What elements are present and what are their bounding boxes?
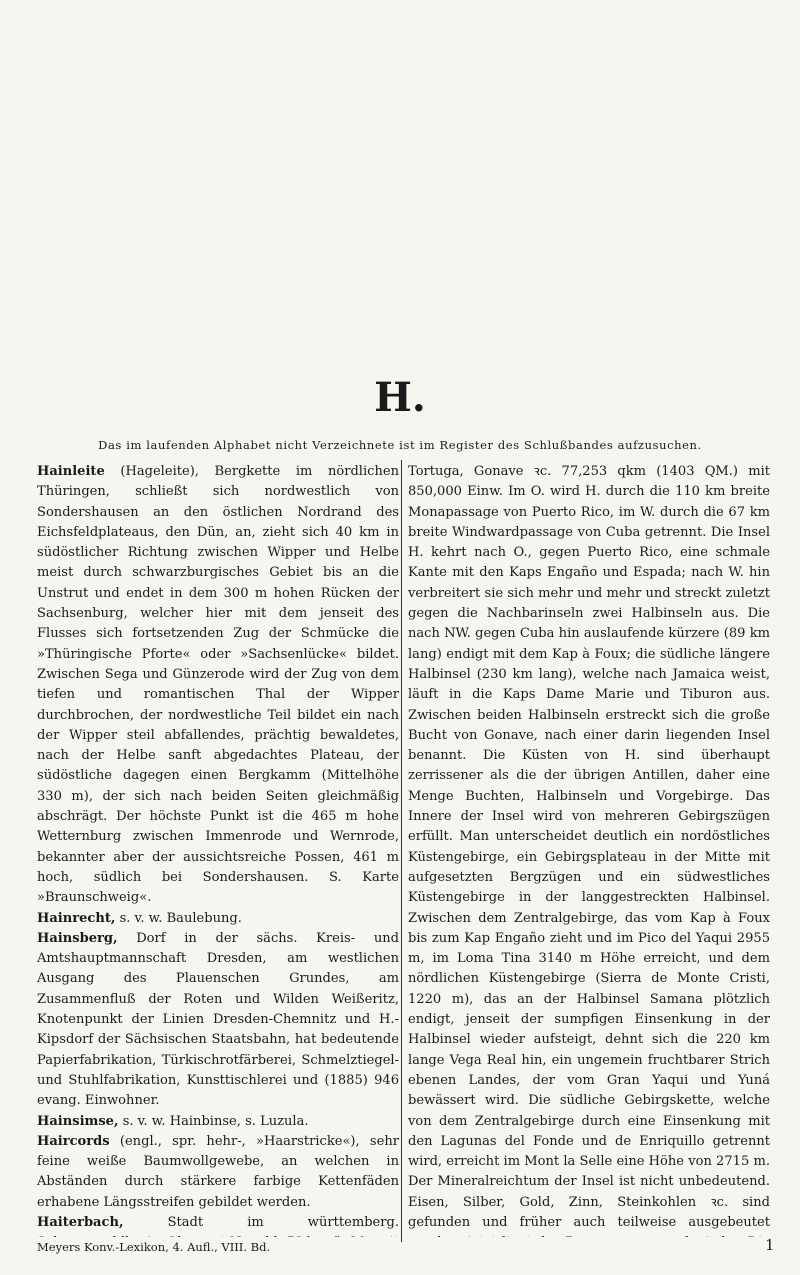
entry-head: Hainsberg, — [37, 930, 118, 946]
entry-hainrecht — [37, 909, 399, 929]
entry-hainleite — [37, 462, 399, 909]
entry-text: (Hageleite), Bergkette im nördlichen Thüringen, schließt sich nordwestlich von Sondershausen an den östlichen Nordrand des Eichsfeldplateaus, den Dün, an, zieht sich 40 km in südöstlicher Richtung zwischen Wipper und Helbe meist durch schwarzburgisches Gebiet bis an die Unstrut und endet in dem 300 m hohen Rücken der Sachsenburg, welcher hier mit dem jenseit des Flusses sich fortsetzenden Zug der Schmücke die »Thüringische Pforte« oder »Sachsenlücke« bildet. Zwischen Sega und Günzerode wird der Zug von dem tiefen und romantischen Thal der Wipper durchbrochen, der nordwestliche Teil bildet ein nach der Wipper steil abfallendes, prächtig bewaldetes, nach der Helbe sanft abgedachtes Plateau, der südöstliche dagegen einen Bergkamm (Mittelhöhe 330 m), der sich nach beiden Seiten gleichmäßig abschrägt. Der höchste Punkt ist die 465 m hohe Wetternburg zwischen Immenrode und Wernrode, bekannter aber der aussichtsreiche Possen, 461 m hoch, südlich bei Sondershausen. S. Karte »Braunschweig«. — [37, 464, 399, 906]
entry-haircords — [37, 1132, 399, 1213]
entry-text: Dorf in der sächs. Kreis- und Amtshauptmannschaft Dresden, am westlichen Ausgang des Plauenschen Grundes, am Zusammenfluß der Roten und Wilden Weißeritz, Knotenpunkt der Linien Dresden-Chemnitz und H.-Kipsdorf der Sächsischen Staatsbahn, hat bedeutende Papierfabrikation, Türkischrotfärberei, Schmelztiegel- und Stuhlfabrikation, Kunsttischlerei und (1885) 946 evang. Einwohner. — [37, 930, 399, 1109]
entry-text: s. v. w. Baulebung. — [119, 910, 242, 926]
entry-head: Hainsimse, — [37, 1113, 119, 1129]
entry-text: s. v. w. Hainbinse, s. Luzula. — [122, 1113, 309, 1129]
page-number: 1 — [765, 1236, 775, 1254]
entry-head: Haiterbach, — [37, 1214, 124, 1230]
entry-head: Hainrecht, — [37, 910, 116, 926]
entry-text: (engl., spr. hehr-, »Haarstricke«), sehr feine weiße Baumwollgewebe, an welchen in Abständen durch stärkere farbige Kettenfäden erhabene Längsstreifen gebildet werden. — [37, 1133, 399, 1210]
entry-text: Stadt im württemberg. — [167, 1214, 399, 1230]
entry-hainsimse — [37, 1112, 399, 1132]
section-note: Das im laufenden Alphabet nicht Verzeichnete ist im Register des Schlußbandes aufzusuchen. — [98, 438, 702, 452]
column-divider — [401, 460, 402, 1242]
left-column — [37, 462, 399, 1237]
haiti-continuation-text: Tortuga, Gonave ꝛc. 77,253 qkm (1403 QM.) mit 850,000 Einw. Im O. wird H. durch die 110 km breite Monapassage von Puerto Rico, im W. durch die 67 km breite Windwardpassage von Cuba getrennt. Die Insel H. kehrt nach O., gegen Puerto Rico, eine schmale Kante mit den Kaps Engaño und Espada; nach W. hin verbreitert sie sich mehr und mehr und streckt zuletzt gegen die Nachbarinseln zwei Halbinseln aus. Die nach NW. gegen Cuba hin auslaufende kürzere (89 km lang) endigt mit dem Kap à Foux; die südliche längere Halbinsel (230 km lang), welche nach Jamaica weist, läuft in die Kaps Dame Marie und Tiburon aus. Zwischen beiden Halbinseln erstreckt sich die große Bucht von Gonave, nach einer darin liegenden Insel benannt. Die Küsten von H. sind überhaupt zerrissener als die der übrigen Antillen, daher eine Menge Buchten, Halbinseln und Vorgebirge. Das Innere der Insel wird von mehreren Gebirgszügen erfüllt. Man unterscheidet deutlich ein nordöstliches Küstengebirge, ein Gebirgsplateau in der Mitte mit aufgesetzten Bergzügen und ein südwestliches Küstengebirge in der langgestreckten Halbinsel. Zwischen dem Zentralgebirge, das vom Kap à Foux bis zum Kap Engaño zieht und im Pico del Yaqui 2955 m, im Loma Tina 3140 m Höhe erreicht, und dem nördlichen Küstengebirge (Sierra de Monte Cristi, 1220 m), das an der Halbinsel Samana plötzlich endigt, jenseit der sumpfigen Einsenkung in der Halbinsel wieder aufsteigt, dehnt sich die 220 km lange Vega Real hin, ein ungemein fruchtbarer Strich ebenen Landes, der vom Gran Yaqui und Yuná bewässert wird. Die südliche Gebirgskette, welche von dem Zentralgebirge durch eine Einsenkung mit den Lagunas del Fonde und de Enriquillo getrennt wird, erreicht im Mont la Selle eine Höhe von 2715 m. Der Mineralreichtum der Insel ist nicht unbedeutend. Eisen, Silber, Gold, Zinn, Steinkohlen ꝛc. sind gefunden und früher auch teilweise ausgebeutet — [408, 464, 770, 1230]
footer-source: Meyers Konv.-Lexikon, 4. Aufl., VIII. Bd. — [37, 1240, 271, 1254]
section-letter: H. — [374, 374, 426, 421]
entry-hainsberg — [37, 929, 399, 1112]
right-column — [408, 462, 770, 1237]
entry-head: Hainleite — [37, 464, 105, 479]
entry-haiterbach — [37, 1213, 399, 1237]
entry-head: Haircords — [37, 1133, 110, 1149]
